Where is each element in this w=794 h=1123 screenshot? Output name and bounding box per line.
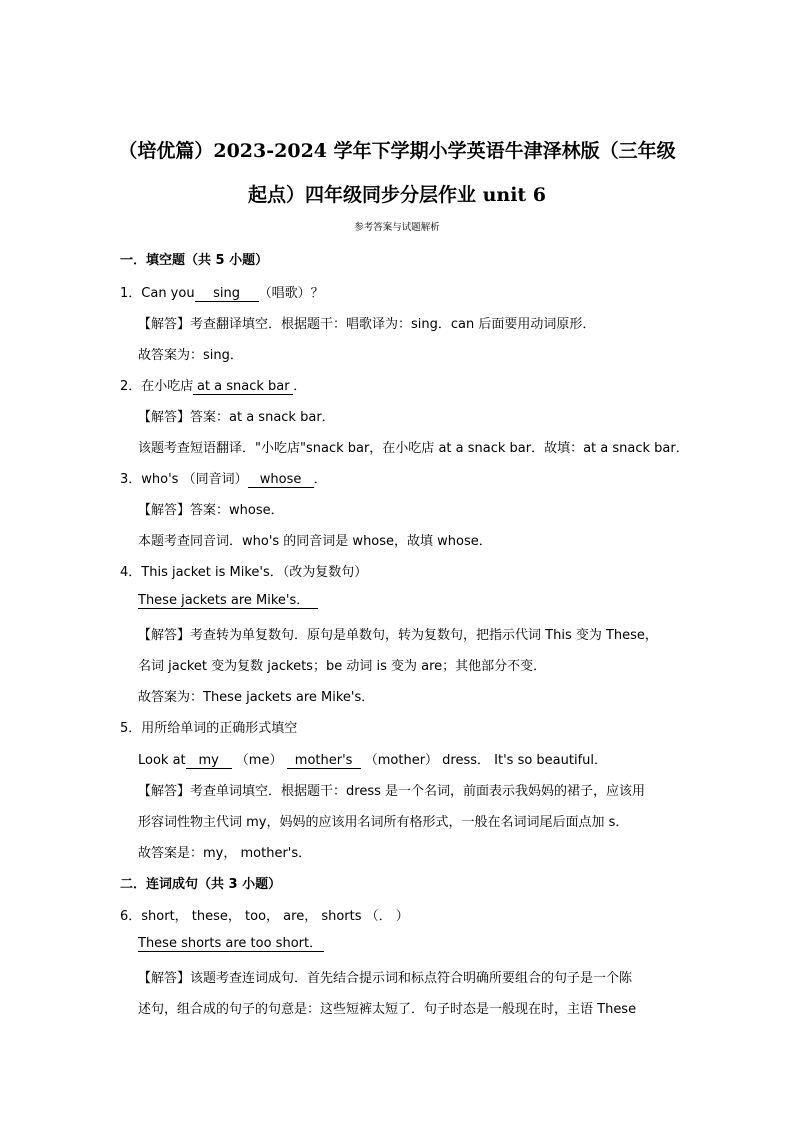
sentence-part: （mother） dress． It's so beautiful． bbox=[364, 753, 608, 768]
question-2-final: 该题考查短语翻译．"小吃店"snack bar，在小吃店 at a snack bar．故填：at a snack bar． bbox=[138, 441, 689, 456]
question-1 bbox=[120, 282, 324, 302]
answer-tag: 【解答】 bbox=[138, 784, 191, 799]
sentence-part: Look at bbox=[138, 753, 186, 768]
explanation-text: 考查单词填空．根据题干：dress 是一个名词，前面表示我妈妈的裙子，应该用 bbox=[190, 784, 646, 799]
answer-tag: 【解答】 bbox=[138, 628, 191, 643]
question-6-stem: 6．short， these， too， are， shorts （． ） bbox=[120, 909, 409, 924]
question-5-explanation-cont: 形容词性物主代词 my，妈妈的应该用名词所有格形式，一般在名词词尾后面点加 s． bbox=[138, 815, 629, 830]
question-2-punct: ． bbox=[293, 379, 307, 394]
question-6-answer-line bbox=[138, 936, 324, 952]
question-3-answer: whose bbox=[248, 473, 314, 488]
question-5-final: 故答案是：my， mother's． bbox=[138, 846, 312, 861]
question-3-final: 本题考查同音词．who's 的同音词是 whose，故填 whose． bbox=[138, 534, 492, 549]
question-4-explanation bbox=[138, 624, 658, 643]
question-1-final: 故答案为：sing． bbox=[138, 348, 243, 363]
answer-tag: 【解答】 bbox=[138, 317, 191, 332]
question-2 bbox=[120, 375, 306, 395]
section-heading-word-order: 二．连词成句（共 3 小题） bbox=[120, 877, 282, 892]
question-3-stem: 3．who's （同音词） bbox=[120, 472, 248, 487]
document-title-line-2: 起点）四年级同步分层作业 unit 6 bbox=[247, 184, 547, 206]
question-5-stem: 5．用所给单词的正确形式填空 bbox=[120, 721, 298, 736]
question-4-answer: These jackets are Mike's． bbox=[138, 594, 318, 609]
question-6-explanation bbox=[138, 967, 632, 986]
document-subtitle: 参考答案与试题解析 bbox=[354, 222, 440, 233]
section-heading-fill-blank: 一．填空题（共 5 小题） bbox=[120, 253, 269, 268]
explanation-text: 该题考查连词成句．首先结合提示词和标点符合明确所要组合的句子是一个陈 bbox=[190, 971, 633, 986]
question-4-answer-line bbox=[138, 593, 318, 609]
question-1-answer: sing bbox=[195, 287, 259, 302]
question-4-explanation-cont: 名词 jacket 变为复数 jackets；be 动词 is 变为 are；其他部分不变． bbox=[138, 659, 547, 674]
question-5-explanation bbox=[138, 780, 645, 799]
question-5-answer-1: my bbox=[186, 754, 232, 769]
question-1-hint: （唱歌）？ bbox=[258, 286, 324, 301]
answer-tag: 【解答】 bbox=[138, 410, 191, 425]
question-1-stem: 1．Can you bbox=[120, 286, 195, 301]
question-3-explanation bbox=[138, 499, 284, 518]
question-4-stem: 4．This jacket is Mike's．（改为复数句） bbox=[120, 565, 368, 580]
question-2-explanation bbox=[138, 406, 335, 425]
question-3-punct: ． bbox=[313, 472, 327, 487]
explanation-text: 考查翻译填空．根据题干：唱歌译为：sing．can 后面要用动词原形． bbox=[190, 317, 596, 332]
explanation-text: 考查转为单复数句．原句是单数句，转为复数句，把指示代词 This 变为 These， bbox=[190, 628, 658, 643]
explanation-text: 答案：whose． bbox=[190, 503, 284, 518]
question-6-explanation-cont: 述句，组合成的句子的句意是：这些短裤太短了．句子时态是一般现在时，主语 These bbox=[138, 1002, 637, 1017]
answer-tag: 【解答】 bbox=[138, 971, 191, 986]
question-3 bbox=[120, 468, 327, 488]
question-6-answer: These shorts are too short． bbox=[138, 936, 323, 951]
question-2-answer: at a snack bar bbox=[193, 380, 293, 395]
sentence-part: （me） bbox=[235, 753, 283, 768]
question-2-stem: 2．在小吃店 bbox=[120, 379, 194, 394]
answer-tag: 【解答】 bbox=[138, 503, 191, 518]
explanation-text: 答案：at a snack bar． bbox=[190, 410, 335, 425]
question-4-final: 故答案为：These jackets are Mike's． bbox=[138, 690, 375, 705]
document-title-line-1: （培优篇）2023-2024 学年下学期小学英语牛津泽林版（三年级 bbox=[118, 140, 676, 162]
question-5-sentence bbox=[138, 749, 607, 769]
question-5-answer-2: mother's bbox=[287, 754, 361, 769]
question-1-explanation bbox=[138, 313, 595, 332]
